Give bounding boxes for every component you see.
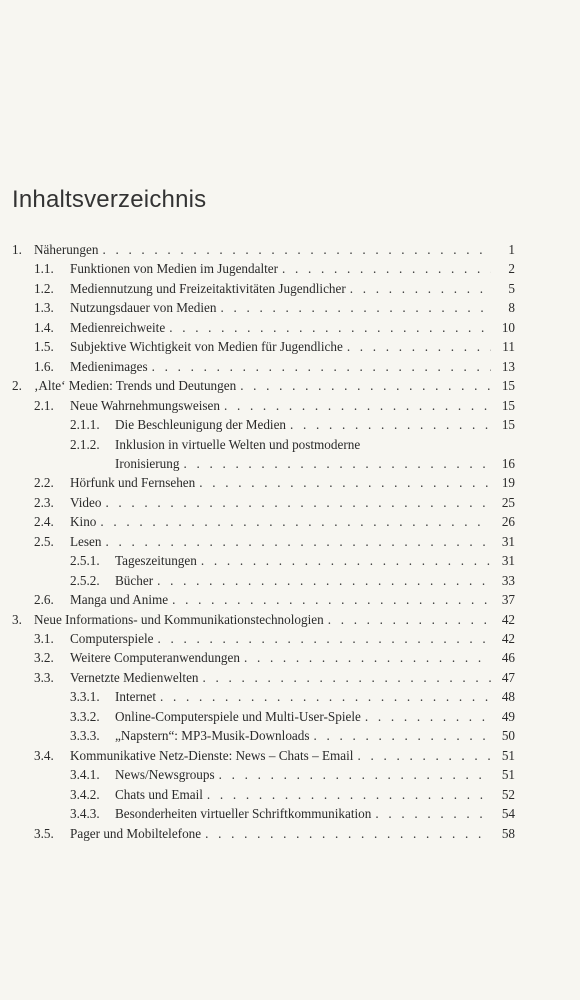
toc-entry-title: Die Beschleunigung der Medien xyxy=(115,417,287,433)
dot-leader xyxy=(224,396,491,415)
toc-entry-title: Pager und Mobiltelefone xyxy=(70,825,202,841)
toc-entry-title: Online-Computerspiele und Multi-User-Spiele xyxy=(115,708,361,724)
toc-entry-page-number: 11 xyxy=(502,339,515,355)
toc-entry-title: Manga und Anime xyxy=(70,592,169,608)
dot-leader xyxy=(350,279,491,298)
toc-entry-number: 3.3.3. xyxy=(70,728,100,744)
toc-entry-page-number: 42 xyxy=(501,631,515,646)
dot-leader xyxy=(158,629,491,648)
toc-entry-page-number: 1 xyxy=(508,242,515,257)
dot-leader xyxy=(199,473,491,492)
toc-entry-title: ‚Alte‘ Medien: Trends und Deutungen xyxy=(34,378,237,394)
toc-entry[interactable] xyxy=(0,785,580,804)
dot-leader xyxy=(219,765,491,784)
toc-entry[interactable] xyxy=(0,551,580,570)
toc-entry-title: Weitere Computeranwendungen xyxy=(70,650,240,666)
toc-entry-title: Kommunikative Netz-Dienste: News – Chats – Email xyxy=(70,747,354,763)
toc-entry[interactable] xyxy=(0,415,580,434)
toc-entry-page-number: 51 xyxy=(501,747,515,763)
toc-entry-number: 2.5. xyxy=(34,533,54,549)
toc-entry-number: 3.4. xyxy=(34,747,54,763)
toc-entry[interactable] xyxy=(0,765,580,784)
dot-leader xyxy=(157,571,491,590)
dot-leader xyxy=(290,415,491,434)
toc-entry-title: Neue Wahrnehmungsweisen xyxy=(70,397,220,413)
dot-leader xyxy=(244,648,491,667)
toc-entry-number: 2.1.1. xyxy=(70,417,100,433)
toc-entry-title: Medienreichweite xyxy=(70,319,166,335)
toc-entry-page-number: 15 xyxy=(501,378,515,394)
toc-entry[interactable] xyxy=(0,357,580,376)
dot-leader xyxy=(106,532,492,551)
toc-entry-page-number: 51 xyxy=(501,767,515,783)
toc-entry-page-number: 15 xyxy=(501,417,515,433)
dot-leader xyxy=(102,240,491,259)
toc-entry-number: 3.1. xyxy=(34,631,54,646)
toc-entry-number: 3.3.2. xyxy=(70,708,100,724)
toc-entry-number: 3.4.3. xyxy=(70,806,100,822)
toc-entry-title: Ironisierung xyxy=(115,455,180,471)
toc-entry[interactable] xyxy=(0,279,580,298)
toc-entry[interactable] xyxy=(0,396,580,415)
dot-leader xyxy=(207,785,491,804)
page-title: Inhaltsverzeichnis xyxy=(12,186,207,214)
dot-leader xyxy=(105,493,491,512)
toc-entry-page-number: 25 xyxy=(501,494,515,510)
toc-entry-page-number: 2 xyxy=(508,261,515,277)
dot-leader xyxy=(221,298,492,317)
toc-entry-number: 3.2. xyxy=(34,650,54,666)
dot-leader xyxy=(314,726,492,745)
toc-entry-title: Bücher xyxy=(115,572,154,588)
toc-entry[interactable] xyxy=(0,726,580,745)
toc-entry-title: Mediennutzung und Freizeitaktivitäten Jugendlicher xyxy=(70,280,346,296)
toc-entry-number: 3. xyxy=(12,611,22,627)
toc-entry-title: Video xyxy=(70,494,102,510)
toc-entry-title: Tageszeitungen xyxy=(115,553,197,569)
toc-entry-number: 1.1. xyxy=(34,261,54,277)
toc-entry[interactable] xyxy=(0,571,580,590)
toc-entry-number: 2.1.2. xyxy=(70,436,100,452)
toc-entry[interactable] xyxy=(0,493,580,512)
toc-entry-page-number: 50 xyxy=(501,728,515,744)
toc-entry-page-number: 48 xyxy=(501,689,515,705)
dot-leader xyxy=(205,824,491,843)
toc-entry[interactable] xyxy=(0,240,580,259)
toc-entry-number: 3.4.1. xyxy=(70,767,100,783)
toc-entry-number: 3.5. xyxy=(34,825,54,841)
toc-entry-title: Näherungen xyxy=(34,242,99,257)
toc-entry-number: 3.3.1. xyxy=(70,689,100,705)
toc-entry[interactable] xyxy=(0,629,580,648)
toc-entry[interactable] xyxy=(0,337,580,356)
toc-entry-title: Funktionen von Medien im Jugendalter xyxy=(70,261,279,277)
toc-entry-number: 1.2. xyxy=(34,280,54,296)
toc-entry-page-number: 16 xyxy=(501,455,515,471)
dot-leader xyxy=(240,376,491,395)
toc-entry-page-number: 54 xyxy=(501,806,515,822)
dot-leader xyxy=(357,746,491,765)
toc-entry-title: Inklusion in virtuelle Welten und postmoderne xyxy=(115,436,361,452)
toc-entry[interactable] xyxy=(0,668,580,687)
toc-entry-number: 2.1. xyxy=(34,397,54,413)
toc-entry-number: 2. xyxy=(12,378,22,394)
toc-entry[interactable] xyxy=(0,648,580,667)
toc-entry[interactable] xyxy=(0,454,580,473)
toc-entry-number: 1.4. xyxy=(34,319,54,335)
toc-entry[interactable] xyxy=(0,376,580,395)
toc-entry-page-number: 37 xyxy=(501,592,515,608)
toc-entry[interactable] xyxy=(0,804,580,823)
toc-entry-page-number: 52 xyxy=(501,786,515,802)
toc-entry-page-number: 49 xyxy=(501,708,515,724)
toc-entry-page-number: 46 xyxy=(501,650,515,666)
toc-entry-page-number: 5 xyxy=(508,280,515,296)
dot-leader xyxy=(375,804,491,823)
toc-entry-number: 1. xyxy=(12,242,22,257)
dot-leader xyxy=(282,259,491,278)
toc-entry-page-number: 10 xyxy=(501,319,515,335)
dot-leader xyxy=(347,337,491,356)
toc-entry-page-number: 58 xyxy=(501,825,515,841)
toc-entry-page-number: 31 xyxy=(501,533,515,549)
toc-entry[interactable] xyxy=(0,259,580,278)
toc-entry-title: Besonderheiten virtueller Schriftkommunikation xyxy=(115,806,372,822)
toc-entry-title: Subjektive Wichtigkeit von Medien für Jugendliche xyxy=(70,339,343,355)
toc-entry[interactable] xyxy=(0,512,580,531)
dot-leader xyxy=(365,707,491,726)
toc-entry-number: 3.4.2. xyxy=(70,786,100,802)
toc-entry-number: 2.6. xyxy=(34,592,54,608)
toc-entry-page-number: 42 xyxy=(501,611,515,627)
toc-entry-number: 2.5.2. xyxy=(70,572,100,588)
dot-leader xyxy=(183,454,491,473)
toc-entry-number: 2.2. xyxy=(34,475,54,491)
toc-entry-title: Vernetzte Medienwelten xyxy=(70,669,199,685)
toc-entry-number: 1.5. xyxy=(34,339,54,355)
toc-entry-title: Kino xyxy=(70,514,97,530)
toc-entry-number: 2.5.1. xyxy=(70,553,100,569)
toc-entry-title: Neue Informations- und Kommunikationstechnologien xyxy=(34,611,324,627)
dot-leader xyxy=(172,590,491,609)
toc-entry-title: Nutzungsdauer von Medien xyxy=(70,300,217,316)
toc-entry-page-number: 19 xyxy=(501,475,515,491)
toc-entry-number: 3.3. xyxy=(34,669,54,685)
toc-entry[interactable] xyxy=(0,707,580,726)
toc-entry-number: 1.6. xyxy=(34,358,54,374)
toc-entry[interactable] xyxy=(0,473,580,492)
toc-entry-title: Hörfunk und Fernsehen xyxy=(70,475,196,491)
toc-entry[interactable] xyxy=(0,746,580,765)
dot-leader xyxy=(169,318,491,337)
toc-entry-number: 1.3. xyxy=(34,300,54,316)
toc-entry-title: Computerspiele xyxy=(70,631,154,646)
toc-entry-page-number: 13 xyxy=(501,358,515,374)
dot-leader xyxy=(328,610,491,629)
toc-entry-title: News/Newsgroups xyxy=(115,767,215,783)
dot-leader xyxy=(100,512,491,531)
dot-leader xyxy=(160,687,491,706)
toc-entry[interactable] xyxy=(0,298,580,317)
toc-entry-page-number: 31 xyxy=(501,553,515,569)
toc-entry-title: Medienimages xyxy=(70,358,148,374)
toc-entry-page-number: 8 xyxy=(508,300,515,316)
toc-entry[interactable] xyxy=(0,610,580,629)
toc-entry-number: 2.3. xyxy=(34,494,54,510)
toc-entry-page-number: 33 xyxy=(501,572,515,588)
dot-leader xyxy=(152,357,491,376)
toc-entry-title: Internet xyxy=(115,689,157,705)
toc-entry-page-number: 15 xyxy=(501,397,515,413)
toc-entry-title: Lesen xyxy=(70,533,102,549)
toc-entry[interactable] xyxy=(0,435,580,454)
toc-entry[interactable] xyxy=(0,824,580,843)
toc-entry-title: Chats und Email xyxy=(115,786,203,802)
toc-entry-number: 2.4. xyxy=(34,514,54,530)
toc-entry-page-number: 47 xyxy=(501,669,515,685)
toc-entry-page-number: 26 xyxy=(501,514,515,530)
toc-entry-title: „Napstern“: MP3-Musik-Downloads xyxy=(115,728,310,744)
toc-entry[interactable] xyxy=(0,590,580,609)
toc-entry[interactable] xyxy=(0,687,580,706)
toc-entry[interactable] xyxy=(0,532,580,551)
dot-leader xyxy=(201,551,491,570)
dot-leader xyxy=(203,668,491,687)
toc-entry[interactable] xyxy=(0,318,580,337)
